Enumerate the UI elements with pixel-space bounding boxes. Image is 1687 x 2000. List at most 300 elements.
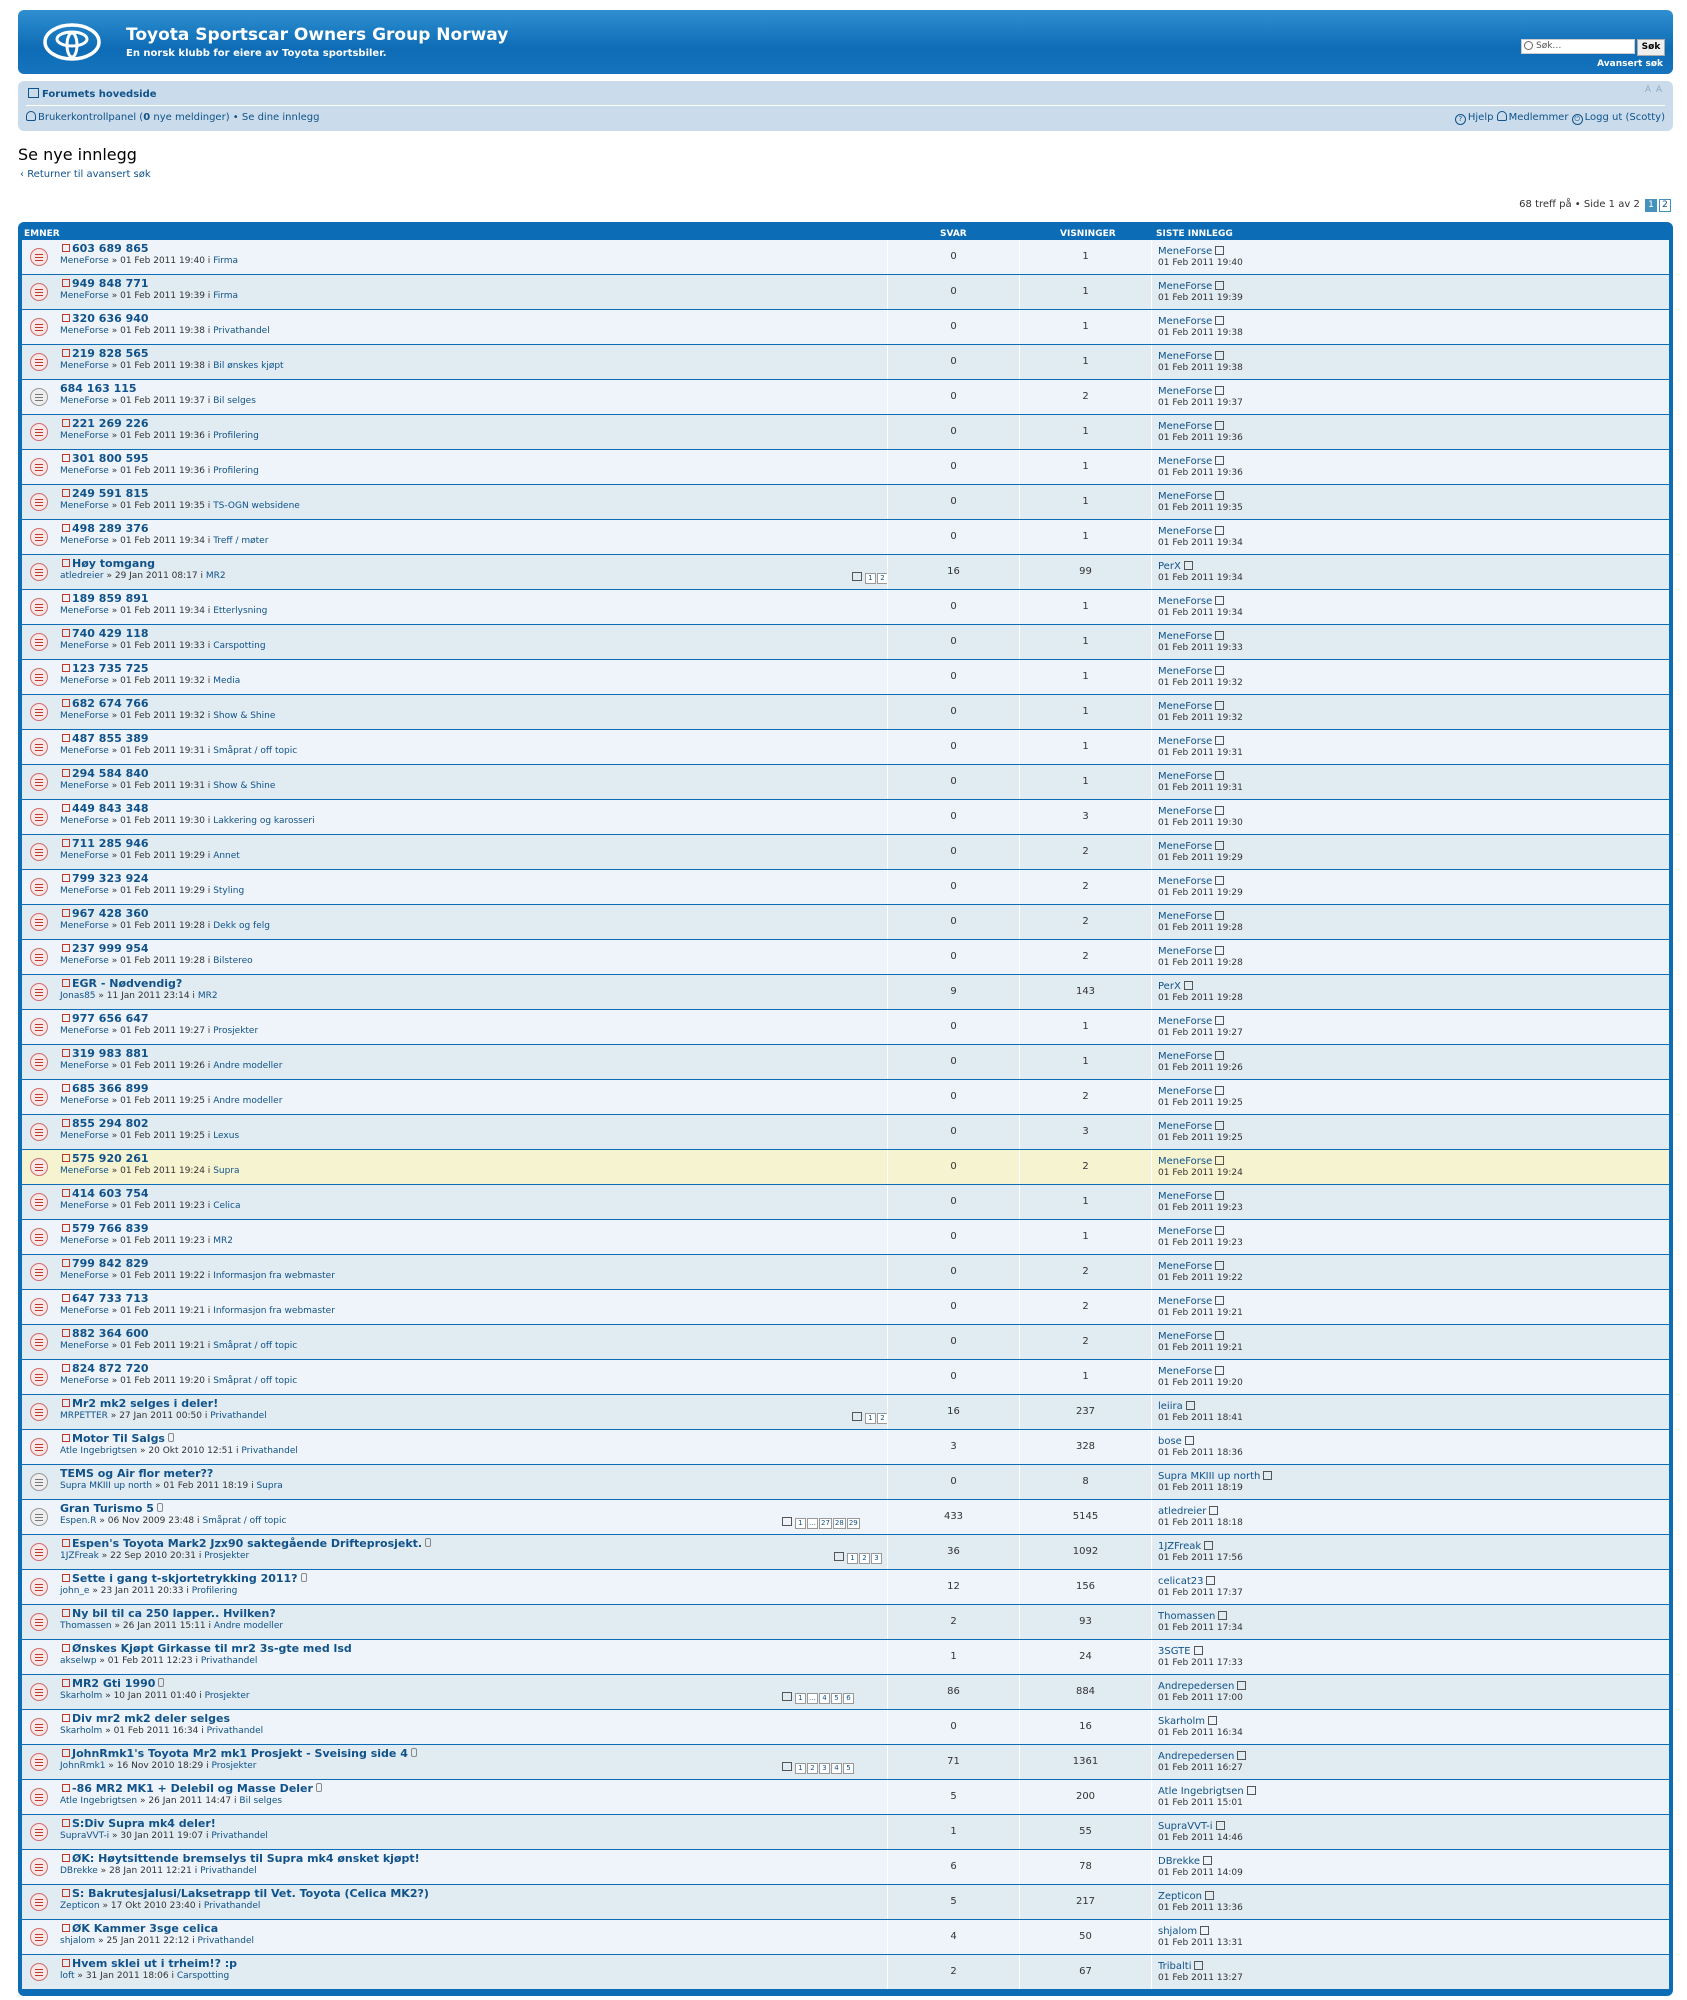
new-post-icon[interactable] [62, 559, 70, 567]
view-latest-post-icon[interactable] [1215, 631, 1224, 640]
view-latest-post-icon[interactable] [1209, 1506, 1218, 1515]
table-row[interactable] [22, 1185, 1669, 1219]
topic-author-link[interactable]: DBrekke [60, 1866, 98, 1876]
return-to-advanced-search-link[interactable] [20, 169, 151, 180]
table-row[interactable] [22, 380, 1669, 414]
topic-author-link[interactable]: john_e [60, 1586, 90, 1596]
new-post-icon[interactable] [62, 1154, 70, 1162]
topic-author-link[interactable]: MeneForse [60, 851, 109, 861]
new-post-icon[interactable] [62, 1084, 70, 1092]
topic-forum-link[interactable]: Firma [213, 256, 239, 266]
last-post-author-link[interactable]: MeneForse [1158, 491, 1213, 502]
last-post-author-link[interactable]: Supra MKIII up north [1158, 1471, 1261, 1482]
new-post-icon[interactable] [62, 734, 70, 742]
table-row[interactable] [22, 1675, 1669, 1709]
topic-title-link[interactable] [72, 1712, 230, 1725]
new-post-icon[interactable] [62, 839, 70, 847]
last-post-author-link[interactable]: MeneForse [1158, 1086, 1213, 1097]
last-post-author-link[interactable]: MeneForse [1158, 666, 1213, 677]
topic-author-link[interactable]: JohnRmk1 [60, 1761, 106, 1771]
table-row[interactable] [22, 905, 1669, 939]
table-row[interactable] [22, 1710, 1669, 1744]
topic-author-link[interactable]: Skarholm [60, 1691, 103, 1701]
new-post-icon[interactable] [62, 1539, 70, 1547]
topic-forum-link[interactable]: Profilering [213, 466, 259, 476]
new-post-icon[interactable] [62, 524, 70, 532]
table-row[interactable] [22, 940, 1669, 974]
topic-author-link[interactable]: MeneForse [60, 396, 109, 406]
view-latest-post-icon[interactable] [1215, 1191, 1224, 1200]
topic-forum-link[interactable]: Privathandel [197, 1936, 254, 1946]
table-row[interactable] [22, 1640, 1669, 1674]
topic-title-link[interactable] [72, 1117, 149, 1130]
new-post-icon[interactable] [62, 1574, 70, 1582]
topic-forum-link[interactable]: Media [213, 676, 241, 686]
view-latest-post-icon[interactable] [1215, 1226, 1224, 1235]
topic-author-link[interactable]: MeneForse [60, 361, 109, 371]
topic-author-link[interactable]: Atle Ingebrigtsen [60, 1796, 138, 1806]
topic-forum-link[interactable]: Privathandel [203, 1901, 261, 1911]
topic-title-link[interactable] [72, 1082, 149, 1095]
new-post-icon[interactable] [62, 1119, 70, 1127]
view-latest-post-icon[interactable] [1203, 1856, 1212, 1865]
table-row[interactable] [22, 1325, 1669, 1359]
topic-title-link[interactable] [72, 1852, 420, 1865]
view-latest-post-icon[interactable] [1186, 1401, 1195, 1410]
table-row[interactable] [22, 1220, 1669, 1254]
topic-author-link[interactable]: MeneForse [60, 1061, 109, 1071]
topic-forum-link[interactable]: MR2 [213, 1236, 233, 1246]
new-post-icon[interactable] [62, 979, 70, 987]
topic-title-link[interactable] [60, 1467, 213, 1480]
last-post-author-link[interactable]: DBrekke [1158, 1856, 1200, 1867]
view-latest-post-icon[interactable] [1184, 561, 1193, 570]
last-post-author-link[interactable]: MeneForse [1158, 1296, 1213, 1307]
topic-forum-link[interactable]: Småprat / off topic [213, 1376, 298, 1386]
topic-forum-link[interactable]: Andre modeller [213, 1061, 283, 1071]
new-post-icon[interactable] [62, 1014, 70, 1022]
last-post-author-link[interactable]: MeneForse [1158, 1051, 1213, 1062]
view-latest-post-icon[interactable] [1215, 666, 1224, 675]
topic-title-link[interactable] [72, 872, 149, 885]
new-post-icon[interactable] [62, 1679, 70, 1687]
topic-author-link[interactable]: MeneForse [60, 536, 109, 546]
last-post-author-link[interactable]: Tribalti [1158, 1961, 1192, 1972]
topic-author-link[interactable]: MeneForse [60, 1096, 109, 1106]
topic-title-link[interactable] [72, 1747, 417, 1760]
view-latest-post-icon[interactable] [1215, 1086, 1224, 1095]
view-latest-post-icon[interactable] [1215, 1366, 1224, 1375]
table-row[interactable] [22, 520, 1669, 554]
last-post-author-link[interactable]: MeneForse [1158, 841, 1213, 852]
topic-page-link[interactable]: 2 [859, 1553, 870, 1564]
site-title[interactable]: Toyota Sportscar Owners Group Norway [126, 25, 509, 45]
view-latest-post-icon[interactable] [1215, 526, 1224, 535]
table-row[interactable] [22, 1255, 1669, 1289]
topic-author-link[interactable]: MeneForse [60, 711, 109, 721]
topic-title-link[interactable] [72, 1222, 149, 1235]
topic-page-link[interactable]: 3 [819, 1763, 830, 1774]
view-latest-post-icon[interactable] [1237, 1681, 1246, 1690]
topic-author-link[interactable]: MeneForse [60, 431, 109, 441]
topic-forum-link[interactable]: Andre modeller [213, 1096, 283, 1106]
view-latest-post-icon[interactable] [1215, 736, 1224, 745]
view-latest-post-icon[interactable] [1215, 911, 1224, 920]
last-post-author-link[interactable]: 1JZFreak [1158, 1541, 1202, 1552]
last-post-author-link[interactable]: MeneForse [1158, 771, 1213, 782]
topic-forum-link[interactable]: Småprat / off topic [202, 1516, 287, 1526]
view-latest-post-icon[interactable] [1206, 1576, 1215, 1585]
topic-title-link[interactable] [72, 732, 149, 745]
table-row[interactable] [22, 1290, 1669, 1324]
topic-title-link[interactable] [72, 1957, 237, 1970]
topic-title-link[interactable] [72, 1292, 149, 1305]
topic-page-link[interactable]: 1 [795, 1693, 806, 1704]
topic-author-link[interactable]: Supra MKIII up north [60, 1481, 153, 1491]
last-post-author-link[interactable]: leiira [1158, 1401, 1183, 1412]
topic-forum-link[interactable]: Privathandel [200, 1656, 258, 1666]
topic-title-link[interactable] [72, 1537, 431, 1550]
table-row[interactable] [22, 555, 1669, 589]
topic-title-link[interactable] [72, 1607, 276, 1620]
topic-title-link[interactable] [72, 417, 149, 430]
view-latest-post-icon[interactable] [1215, 946, 1224, 955]
new-post-icon[interactable] [62, 1714, 70, 1722]
view-latest-post-icon[interactable] [1215, 246, 1224, 255]
own-posts-link[interactable]: Se dine innlegg [241, 112, 320, 123]
topic-forum-link[interactable]: Profilering [213, 431, 259, 441]
table-row[interactable] [22, 730, 1669, 764]
topic-author-link[interactable]: akselwp [60, 1656, 97, 1666]
last-post-author-link[interactable]: Andrepedersen [1158, 1751, 1235, 1762]
table-row[interactable] [22, 1500, 1669, 1534]
last-post-author-link[interactable]: MeneForse [1158, 1366, 1213, 1377]
last-post-author-link[interactable]: Skarholm [1158, 1716, 1206, 1727]
topic-title-link[interactable] [72, 837, 149, 850]
last-post-author-link[interactable]: Andrepedersen [1158, 1681, 1235, 1692]
view-latest-post-icon[interactable] [1218, 1611, 1227, 1620]
new-post-icon[interactable] [62, 594, 70, 602]
table-row[interactable] [22, 1150, 1669, 1184]
topic-title-link[interactable] [72, 1327, 149, 1340]
view-latest-post-icon[interactable] [1215, 1016, 1224, 1025]
topic-page-link[interactable]: 5 [843, 1763, 854, 1774]
topic-title-link[interactable] [72, 1642, 352, 1655]
topic-author-link[interactable]: MeneForse [60, 956, 109, 966]
topic-title-link[interactable] [72, 592, 149, 605]
help-link[interactable]: Hjelp [1467, 112, 1494, 123]
last-post-author-link[interactable]: MeneForse [1158, 386, 1213, 397]
topic-title-link[interactable] [72, 242, 149, 255]
last-post-author-link[interactable]: SupraVVT-i [1158, 1821, 1213, 1832]
table-row[interactable] [22, 1885, 1669, 1919]
last-post-author-link[interactable]: MeneForse [1158, 1331, 1213, 1342]
topic-title-link[interactable] [72, 627, 149, 640]
table-row[interactable] [22, 660, 1669, 694]
page-1-link[interactable]: 1 [1645, 199, 1657, 212]
last-post-author-link[interactable]: MeneForse [1158, 351, 1213, 362]
table-row[interactable] [22, 1850, 1669, 1884]
topic-author-link[interactable]: MeneForse [60, 326, 109, 336]
topic-forum-link[interactable]: Celica [213, 1201, 241, 1211]
last-post-author-link[interactable]: MeneForse [1158, 316, 1213, 327]
topic-page-link[interactable]: 2 [877, 1413, 888, 1424]
last-post-author-link[interactable]: MeneForse [1158, 1226, 1213, 1237]
view-latest-post-icon[interactable] [1215, 491, 1224, 500]
topic-author-link[interactable]: Jonas85 [60, 991, 96, 1001]
topic-title-link[interactable] [72, 1012, 149, 1025]
view-latest-post-icon[interactable] [1194, 1961, 1203, 1970]
topic-forum-link[interactable]: Show & Shine [213, 781, 276, 791]
last-post-author-link[interactable]: bose [1158, 1436, 1182, 1447]
topic-title-link[interactable] [72, 522, 149, 535]
topic-author-link[interactable]: Thomassen [60, 1621, 112, 1631]
table-row[interactable] [22, 1920, 1669, 1954]
topic-title-link[interactable] [72, 277, 149, 290]
view-latest-post-icon[interactable] [1215, 596, 1224, 605]
view-latest-post-icon[interactable] [1215, 1051, 1224, 1060]
new-post-icon[interactable] [62, 769, 70, 777]
table-row[interactable] [22, 870, 1669, 904]
topic-author-link[interactable]: MeneForse [60, 1131, 109, 1141]
new-post-icon[interactable] [62, 279, 70, 287]
topic-forum-link[interactable]: Profilering [191, 1586, 238, 1596]
topic-forum-link[interactable]: Prosjekter [211, 1761, 257, 1771]
table-row[interactable] [22, 450, 1669, 484]
topic-title-link[interactable] [72, 347, 149, 360]
topic-author-link[interactable]: shjalom [60, 1936, 96, 1946]
last-post-author-link[interactable]: MeneForse [1158, 736, 1213, 747]
topic-title-link[interactable] [72, 1152, 149, 1165]
topic-title-link[interactable] [72, 767, 149, 780]
topic-page-link[interactable]: 5 [831, 1693, 842, 1704]
new-post-icon[interactable] [62, 1959, 70, 1967]
view-latest-post-icon[interactable] [1215, 1121, 1224, 1130]
last-post-author-link[interactable]: Thomassen [1158, 1611, 1216, 1622]
topic-title-link[interactable] [72, 697, 149, 710]
topic-title-link[interactable] [72, 1817, 216, 1830]
topic-page-link[interactable]: 1 [865, 573, 876, 584]
table-row[interactable] [22, 1465, 1669, 1499]
new-post-icon[interactable] [62, 699, 70, 707]
new-post-icon[interactable] [62, 1189, 70, 1197]
new-post-icon[interactable] [62, 314, 70, 322]
topic-title-link[interactable] [72, 1362, 149, 1375]
last-post-author-link[interactable]: shjalom [1158, 1926, 1198, 1937]
last-post-author-link[interactable]: Atle Ingebrigtsen [1158, 1786, 1244, 1797]
topic-page-link[interactable]: 4 [819, 1693, 830, 1704]
view-latest-post-icon[interactable] [1194, 1646, 1203, 1655]
topic-author-link[interactable]: MeneForse [60, 466, 109, 476]
topic-forum-link[interactable]: Privathandel [210, 1411, 267, 1421]
table-row[interactable] [22, 1115, 1669, 1149]
last-post-author-link[interactable]: MeneForse [1158, 876, 1213, 887]
topic-title-link[interactable] [72, 977, 182, 990]
view-latest-post-icon[interactable] [1215, 1331, 1224, 1340]
table-row[interactable] [22, 345, 1669, 379]
members-link[interactable]: Medlemmer [1508, 112, 1569, 123]
topic-page-link[interactable]: 2 [877, 573, 888, 584]
topic-forum-link[interactable]: Carspotting [176, 1971, 230, 1981]
new-post-icon[interactable] [62, 1924, 70, 1932]
topic-author-link[interactable]: Skarholm [60, 1726, 103, 1736]
topic-forum-link[interactable]: TS-OGN websidene [213, 501, 300, 511]
topic-author-link[interactable]: MeneForse [60, 1166, 109, 1176]
topic-author-link[interactable]: MeneForse [60, 256, 109, 266]
last-post-author-link[interactable]: PerX [1158, 561, 1181, 572]
view-latest-post-icon[interactable] [1215, 771, 1224, 780]
topic-author-link[interactable]: Zepticon [60, 1901, 100, 1911]
new-post-icon[interactable] [62, 1434, 70, 1442]
topic-forum-link[interactable]: Supra [256, 1481, 283, 1491]
topic-page-link[interactable]: 27 [821, 1519, 830, 1527]
topic-author-link[interactable]: loft [60, 1971, 75, 1981]
view-latest-post-icon[interactable] [1215, 701, 1224, 710]
topic-title-link[interactable] [72, 1397, 218, 1410]
topic-forum-link[interactable]: Småprat / off topic [213, 746, 298, 756]
topic-page-link[interactable]: 4 [831, 1763, 842, 1774]
topic-forum-link[interactable]: Bil selges [213, 396, 256, 406]
new-post-icon[interactable] [62, 244, 70, 252]
topic-author-link[interactable]: MeneForse [60, 921, 109, 931]
topic-title-link[interactable] [72, 1572, 307, 1585]
last-post-author-link[interactable]: MeneForse [1158, 1121, 1213, 1132]
table-row[interactable] [22, 800, 1669, 834]
topic-title-link[interactable] [72, 1187, 149, 1200]
view-latest-post-icon[interactable] [1204, 1541, 1213, 1550]
new-post-icon[interactable] [62, 1644, 70, 1652]
topic-title-link[interactable] [72, 1047, 149, 1060]
topic-forum-link[interactable]: Prosjekter [213, 1026, 259, 1036]
topic-page-link[interactable]: 29 [848, 1519, 858, 1527]
topic-forum-link[interactable]: Treff / møter [213, 536, 269, 546]
ucp-link[interactable]: Brukerkontrollpanel ( [38, 112, 144, 123]
toyota-logo-icon[interactable] [42, 22, 102, 62]
view-latest-post-icon[interactable] [1215, 876, 1224, 885]
topic-page-link[interactable]: 3 [871, 1553, 882, 1564]
topic-title-link[interactable] [72, 487, 149, 500]
view-latest-post-icon[interactable] [1215, 806, 1224, 815]
last-post-author-link[interactable]: MeneForse [1158, 1156, 1213, 1167]
new-post-icon[interactable] [62, 1784, 70, 1792]
topic-forum-link[interactable]: Bil selges [239, 1796, 283, 1806]
topic-author-link[interactable]: MeneForse [60, 746, 109, 756]
topic-author-link[interactable]: SupraVVT-i [60, 1831, 110, 1841]
topic-author-link[interactable]: MeneForse [60, 676, 109, 686]
last-post-author-link[interactable]: celicat23 [1158, 1576, 1204, 1587]
topic-author-link[interactable]: MeneForse [60, 1376, 109, 1386]
table-row[interactable] [22, 415, 1669, 449]
new-post-icon[interactable] [62, 629, 70, 637]
view-latest-post-icon[interactable] [1215, 316, 1224, 325]
topic-forum-link[interactable]: Supra [213, 1166, 240, 1176]
view-latest-post-icon[interactable] [1205, 1891, 1214, 1900]
view-latest-post-icon[interactable] [1215, 281, 1224, 290]
last-post-author-link[interactable]: MeneForse [1158, 1191, 1213, 1202]
topic-forum-link[interactable]: Etterlysning [213, 606, 268, 616]
forum-home-link[interactable] [28, 88, 157, 100]
table-row[interactable] [22, 1080, 1669, 1114]
page-indicator[interactable]: Side 1 av 2 [1583, 199, 1640, 210]
topic-forum-link[interactable]: MR2 [197, 991, 218, 1001]
table-row[interactable] [22, 1045, 1669, 1079]
topic-title-link[interactable] [72, 1922, 218, 1935]
last-post-author-link[interactable]: MeneForse [1158, 526, 1213, 537]
logout-link[interactable]: Logg ut (Scotty) [1584, 112, 1665, 123]
table-row[interactable] [22, 835, 1669, 869]
topic-forum-link[interactable]: Firma [213, 291, 239, 301]
table-row[interactable] [22, 1535, 1669, 1569]
topic-title-link[interactable] [72, 802, 149, 815]
new-post-icon[interactable] [62, 1749, 70, 1757]
topic-author-link[interactable]: MeneForse [60, 1341, 109, 1351]
new-post-icon[interactable] [62, 1399, 70, 1407]
table-row[interactable] [22, 1430, 1669, 1464]
new-post-icon[interactable] [62, 454, 70, 462]
topic-author-link[interactable]: MeneForse [60, 816, 109, 826]
search-button[interactable]: Søk [1637, 39, 1665, 56]
new-post-icon[interactable] [62, 1224, 70, 1232]
last-post-author-link[interactable]: atledreier [1158, 1506, 1207, 1517]
last-post-author-link[interactable]: MeneForse [1158, 1261, 1213, 1272]
advanced-search-link[interactable]: Avansert søk [1597, 59, 1663, 69]
last-post-author-link[interactable]: MeneForse [1158, 911, 1213, 922]
topic-forum-link[interactable]: Show & Shine [213, 711, 276, 721]
topic-author-link[interactable]: Espen.R [60, 1516, 97, 1526]
topic-forum-link[interactable]: Privathandel [241, 1446, 298, 1456]
topic-forum-link[interactable]: Lexus [213, 1131, 240, 1141]
table-row[interactable] [22, 1780, 1669, 1814]
topic-forum-link[interactable]: Andre modeller [213, 1621, 284, 1631]
last-post-author-link[interactable]: MeneForse [1158, 596, 1213, 607]
table-row[interactable] [22, 590, 1669, 624]
font-size-toggle[interactable]: A A [1644, 85, 1663, 95]
view-latest-post-icon[interactable] [1215, 351, 1224, 360]
topic-author-link[interactable]: MeneForse [60, 1201, 109, 1211]
last-post-author-link[interactable]: MeneForse [1158, 421, 1213, 432]
view-latest-post-icon[interactable] [1184, 981, 1193, 990]
view-latest-post-icon[interactable] [1215, 1156, 1224, 1165]
topic-title-link[interactable] [72, 1887, 429, 1900]
topic-title-link[interactable] [60, 1502, 163, 1515]
search-input[interactable] [1521, 39, 1635, 54]
topic-forum-link[interactable]: Lakkering og karosseri [213, 816, 315, 826]
topic-title-link[interactable] [72, 907, 149, 920]
page-2-link[interactable]: 2 [1659, 199, 1671, 212]
topic-page-link[interactable]: … [809, 1519, 816, 1527]
topic-author-link[interactable]: MRPETTER [60, 1411, 108, 1421]
topic-forum-link[interactable]: Annet [213, 851, 240, 861]
new-post-icon[interactable] [62, 1294, 70, 1302]
table-row[interactable] [22, 765, 1669, 799]
table-row[interactable] [22, 695, 1669, 729]
topic-page-link[interactable]: 1 [795, 1518, 806, 1529]
new-post-icon[interactable] [62, 1819, 70, 1827]
table-row[interactable] [22, 1745, 1669, 1779]
new-post-icon[interactable] [62, 1259, 70, 1267]
topic-title-link[interactable] [72, 1257, 149, 1270]
topic-title-link[interactable] [72, 557, 155, 570]
topic-forum-link[interactable]: Privathandel [206, 1726, 264, 1736]
topic-author-link[interactable]: MeneForse [60, 1306, 109, 1316]
view-latest-post-icon[interactable] [1215, 841, 1224, 850]
last-post-author-link[interactable]: MeneForse [1158, 806, 1213, 817]
topic-forum-link[interactable]: Privathandel [211, 1831, 268, 1841]
last-post-author-link[interactable]: 3SGTE [1158, 1646, 1191, 1657]
topic-title-link[interactable] [72, 662, 149, 675]
last-post-author-link[interactable]: Zepticon [1158, 1891, 1203, 1902]
view-latest-post-icon[interactable] [1215, 386, 1224, 395]
